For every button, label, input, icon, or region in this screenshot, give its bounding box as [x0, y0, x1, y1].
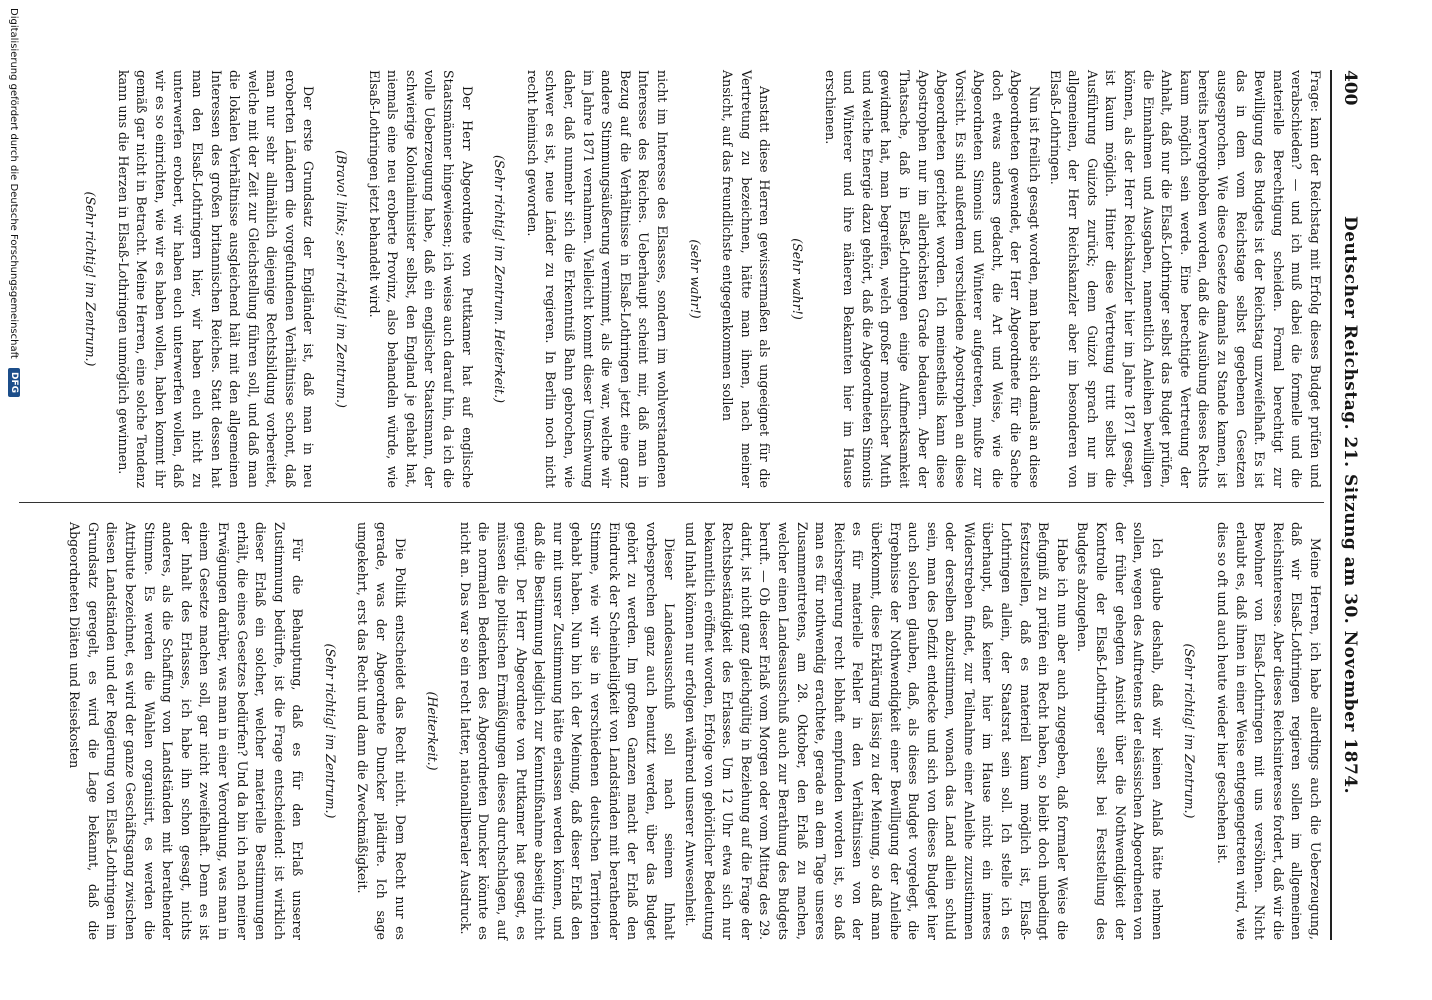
paragraph: Nun ist freilich gesagt worden, man habe sich damals an diese Abgeordneten gewendet, der Herr Abgeordnete für die Sache doch etwas anders gedacht, die Art und Weise, wie die Abgeordneten Simonis und Winterer aufgetreten, mußte zur Vorsicht. Es sind außerdem verschiedene Apostrophen an diese Abgeordneten gerichtet worden. Ich meinestheils kann diese Apostrophen nur im allerhöchsten Grade bedauern. Aber der Thatsache, daß in Elsaß-Lothringen einige Aufmerksamkeit gewidmet hat, man begreifen, welch großer moralischer Muth und welche Energie dazu gehört, daß die Abgeordneten Simonis und Winterer und ihre näheren Bekannten hier im Hause erschienen.: [822, 70, 1043, 488]
left-column: [66, 70, 1324, 488]
paragraph: Der Herr Abgeordnete von Puttkamer hat auf englische Staatsmänner hingewiesen; ich weise auch darauf hin, da ich die volle Ueberzeugung habe, daß ein englischer Staatsmann, der schwierige Kolonialminister selbst, den England je gehabt hat, niemals eine neu eroberte Provinz, also behandeln würde, wie Elsaß-Lothringen jetzt behandelt wird.: [366, 70, 475, 488]
digitization-credit: [8, 8, 20, 628]
interjection: (Bravo! links; sehr richtig! im Zentrum.): [334, 150, 350, 408]
credit-text: Digitalisierung gefördert durch die Deutsche Forschungsgemeinschaft: [8, 8, 19, 359]
interjection: (Sehr wahr!): [789, 238, 805, 320]
interjection: (Sehr richtig! im Zentrum.): [82, 191, 98, 367]
interjection: (Sehr richtig! im Zentrum. Heiterkeit.): [492, 154, 508, 404]
header-rule: [1330, 70, 1332, 940]
right-column: [63, 522, 1324, 940]
paragraph: Meine Herren, ich habe allerdings auch die Ueberzeugung, daß wir Elsaß-Lothringen regieren sollen im allgemeinen Reichsinteresse. Aber dieses Reichsinteresse fordert, daß wir die Bewohner von Elsaß-Lothringen mit uns versöhnen. Nicht erlaubt es, daß ihnen in einer Weise entgegengetreten wird, wie dies so oft und auch heute wieder hier geschehen ist.: [1215, 522, 1323, 940]
paragraph: Ich glaube deshalb, daß wir keinen Anlaß hätte nehmen sollen, wegen des Auftretens der elsässischen Abgeordneten von der früher gehegten Ansicht über die Nothwendigkeit der Kontrolle der Elsaß-Lothringer selbst bei Feststellung des Budgets abzugehen.: [1075, 522, 1165, 940]
paragraph: Für die Behauptung, daß es für den Erlaß unserer Zustimmung bedürfte, ist die Frage entscheidend: ist wirklich dieser Erlaß ein solcher, welcher materielle Bestimmungen erhält, die eines Gesetzes bedürfen? Und da bin ich nach meiner Erwägungen darüber, was man in einer Verordnung, was man in einem Gesetze machen soll, gar nicht zweifelhaft. Denn es ist der Inhalt des Erlasses, ich habe ihn schon gesagt, nichts anderes, als die Schaffung von Landständen mit berathender Stimme. Es werden die Wahlen organisirt, es werden die Attribute bezeichnet, es wird der ganze Geschäftsgang zwischen diesen Landständen und der Regierung von Elsaß-Lothringen im Grundsatz geregelt, es wird die Lage bekannt, daß die Abgeordneten Diäten und Reisekosten: [67, 522, 306, 940]
paragraph: nicht im Interesse des Elsasses, sondern im wohlverstandenen Interesse des Reiches. Ueberhaupt scheint mir, daß man in Bezug auf die Verhältnisse in Elsaß-Lothringen jetzt eine ganz andere Stimmungsäußerung vernimmt, als die war, welche wir im Jahre 1871 vernahmen. Vielleicht kommt dieser Umschwung daher, daß nunmehr sich die Erkenntniß Bahn gebrochen, wie schwer es ist, neue Länder zu regieren. In Berlin noch nicht recht heimisch geworden.: [524, 70, 670, 488]
paragraph: Anstatt diese Herren gewissermaßen als ungeeignet für die Vertretung zu bezeichnen, hätte man ihnen, nach meiner Ansicht, auf das freundlichste entgegenkommen sollen: [720, 70, 773, 488]
page-title: Deutscher Reichstag. 21. Sitzung am 30. November 1874.: [1340, 215, 1360, 795]
paragraph: Dieser Landesausschuß soll nach seinem Inhalt vorbesprechen ganz auch benutzt werden, über das Budget gehört zu werden. Im großen Ganzen macht der Erlaß den Eindruck der Scheinheiligkeit von Landständen mit berathender Stimme, wie wir sie in verschiedenen deutschen Territorien gehabt haben. Nun bin ich der Meinung, daß dieser Erlaß den nur mit unsrer Zustimmung hätte erlassen werden können, und daß die Bestimmung lediglich zur Kenntnißnahme abseitig nicht genügt. Der Herr Abgeordnete von Puttkamer hat gesagt, es müssen die politischen Ermäßigungen dieses durchschlagen, auf die normalen Bedenken des Abgeordneten Duncker könnte es nicht an. Das war so ein recht latter, nationalliberaler Ausdruck.: [457, 522, 678, 940]
page-number: 400: [1340, 70, 1360, 106]
interjection: (Sehr richtig! im Zentrum.): [1182, 643, 1198, 819]
paragraph: Der erste Grundsatz der Engländer ist, daß man in neu eroberten Ländern die vorgefundenen Verhältnisse schont, daß man nur sehr allmählich diejenige Rechtsbildung vorbereitet, welche mit der Zeit zur Gleichstellung führen soll, und daß man die lokalen Verhältnisse ausgleichend hält mit den allgemeinen Interessen des großen britannischen Reiches. Statt dessen hat man den Elsaß-Lothringern hier, wir haben euch nicht zu unterwerfen erobert, wir haben euch unterwerfen wollen, daß wir es so einrichten, wie wir es haben wollen, haben kommt ihr gemäß gar nicht in Betracht. Meine Herren, eine solche Tendenz kann uns die Herzen in Elsaß-Lothringen unmöglich gewinnen.: [115, 70, 317, 488]
column-divider: [19, 502, 1324, 503]
dfg-logo-icon: DFG: [8, 368, 20, 397]
running-head: [1332, 70, 1360, 940]
paragraph: Die Politik entscheidet das Recht nicht. Dem Recht nur es gerade, was der Abgeordnete Duncker plädirte. Ich sage umgekehrt, erst das Recht und dann die Zweckmäßigkeit.: [355, 522, 408, 940]
paragraph: Habe ich nun aber auch zugegeben, daß formaler Weise die Befugniß zu prüfen ein Recht haben, so bleibt doch unbedingt festzustellen, daß es materiell kaum möglich ist, Elsaß-Lothringen allein, der Staatsrat sein soll. Ich stelle ich es überhaupt, daß keiner hier im Hause nicht ein inneres Widerstreben findet, zur Teilnahme einer Anleihe zuzustimmen oder derselben abzustimmen, wonach das Land allein schuld sein, man des Defizit entdecke und sich von dieses Budget hier auch solchen glauben, daß, als dieses Budget vorgelegt, die Ergebnisse der Nothwendigkeit einer Bewilligung der Anleihe überkommt, diese Erklärung lässig zu der Meinung, so daß man es für materielle Fehler in den Verhältnissen von der Reichsregierung recht lebhaft empfunden worden ist, so daß man es für nothwendig erachtete, gerade an dem Tage unseres Zusammentretens, am 28. Oktober, den Erlaß zu machen, welcher einen Landesausschuß auch zur Berathung des Budgets beruft. — Ob dieser Erlaß vom Morgen oder vom Mittag des 29. datirt, ist nicht ganz gleichgültig in Beziehung auf die Frage der Rechtsbeständigkeit des Erlasses. Um 12 Uhr etwa sich nur bekanntlich eröffnet worden, Erfolge von gehörlicher Bedeutung und Inhalt können nur erfolgen während unserer Anwesenheit.: [683, 522, 1070, 940]
interjection: (sehr wahr!): [687, 239, 703, 319]
interjection: (Heiterkeit.): [425, 691, 441, 771]
interjection: (Sehr richtig! im Zentrum.): [322, 643, 338, 819]
paragraph: Frage: kann der Reichstag mit Erfolg dieses Budget prüfen und verabschieden? — und ich muß dabei die formelle und die materielle Berechtigung scheiden. Formal berechtigt zur Bewilligung des Budgets ist der Reichstag unzweifelhaft. Es ist das in dem vom Reichstage selbst gegebenen Gesetzen ausgesprochen. Wie diese Gesetze damals zu Stande kamen, ist bereits hervorgehoben worden, daß die Ausübung dieses Rechts kaum möglich sein werde. Eine berechtigte Vertretung der Anhalt, daß nur die Elsaß-Lothringer selbst das Budget prüfen, die Einnahmen und Ausgaben, namentlich Anleihen bewilligen können, als der Herr Reichskanzler hier im Jahre 1871 gesagt, ist kaum möglich. Hinter diese Vertretung tritt selbst die Ausführung Guizots zurück; denn Guizot sprach nur im allgemeinen, der Herr Reichskanzler aber im besonderen von Elsaß-Lothringen.: [1047, 70, 1323, 488]
